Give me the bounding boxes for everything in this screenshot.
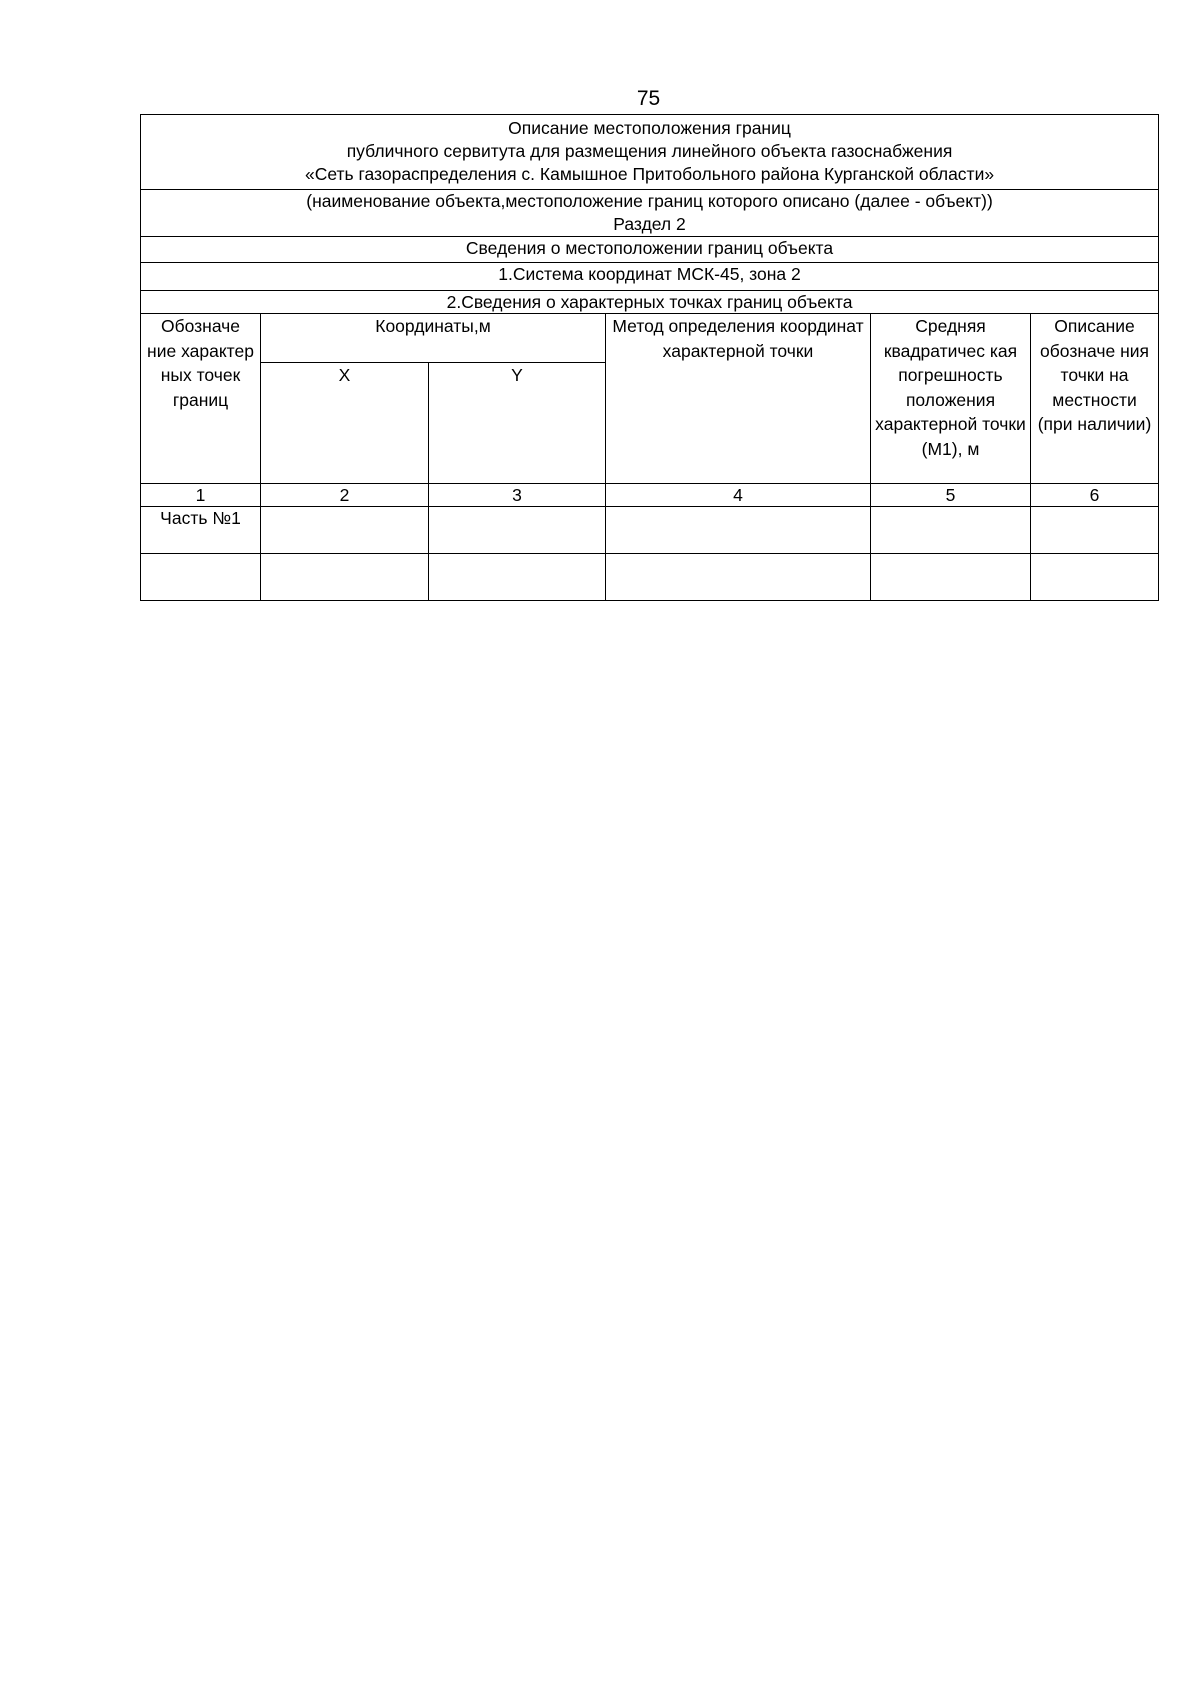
- header-coordinates: Координаты,м: [261, 314, 606, 363]
- table-cell: [429, 554, 606, 601]
- header-point-description: Описание обозначе ния точки на местности (при наличии): [1031, 314, 1159, 484]
- table-row: [141, 554, 1159, 601]
- table-cell: Часть №1: [141, 507, 261, 554]
- title-line-1: Описание местоположения границ: [508, 118, 791, 138]
- column-number: 6: [1031, 484, 1159, 507]
- points-heading: 2.Сведения о характерных точках границ объекта: [141, 291, 1159, 314]
- table-cell: [606, 507, 871, 554]
- table-cell: [871, 507, 1031, 554]
- table-cell: [606, 554, 871, 601]
- column-number: 1: [141, 484, 261, 507]
- section-title: Сведения о местоположении границ объекта: [141, 237, 1159, 263]
- header-y: Y: [429, 363, 606, 484]
- section-label: Раздел 2: [613, 214, 686, 234]
- table-cell: [429, 507, 606, 554]
- header-point-designation: Обозначе ние характер ных точек границ: [141, 314, 261, 484]
- table-cell: [261, 554, 429, 601]
- column-number: 5: [871, 484, 1031, 507]
- object-caption-cell: [141, 190, 1159, 237]
- document-title: [141, 115, 1159, 190]
- table-row: [141, 507, 1159, 554]
- header-x: X: [261, 363, 429, 484]
- header-method: Метод определения координат характерной точки: [606, 314, 871, 484]
- title-line-3: «Сеть газораспределения с. Камышное Притобольного района Курганской области»: [304, 164, 995, 184]
- table-cell: [1031, 554, 1159, 601]
- table-cell: [871, 554, 1031, 601]
- column-numbers-row: [141, 484, 1159, 507]
- column-number: 3: [429, 484, 606, 507]
- table-cell: [261, 507, 429, 554]
- title-line-2: публичного сервитута для размещения линейного объекта газоснабжения: [346, 141, 953, 161]
- boundary-description-table: [140, 114, 1159, 601]
- table-cell: [141, 554, 261, 601]
- column-number: 2: [261, 484, 429, 507]
- header-mean-error: Средняя квадратичес кая погрешность положения характерной точки (М1), м: [871, 314, 1031, 484]
- table-cell: [1031, 507, 1159, 554]
- page-number: 75: [636, 87, 661, 110]
- coordinate-system: 1.Система координат МСК-45, зона 2: [141, 263, 1159, 291]
- object-caption: (наименование объекта,местоположение границ которого описано (далее - объект)): [306, 191, 993, 211]
- column-number: 4: [606, 484, 871, 507]
